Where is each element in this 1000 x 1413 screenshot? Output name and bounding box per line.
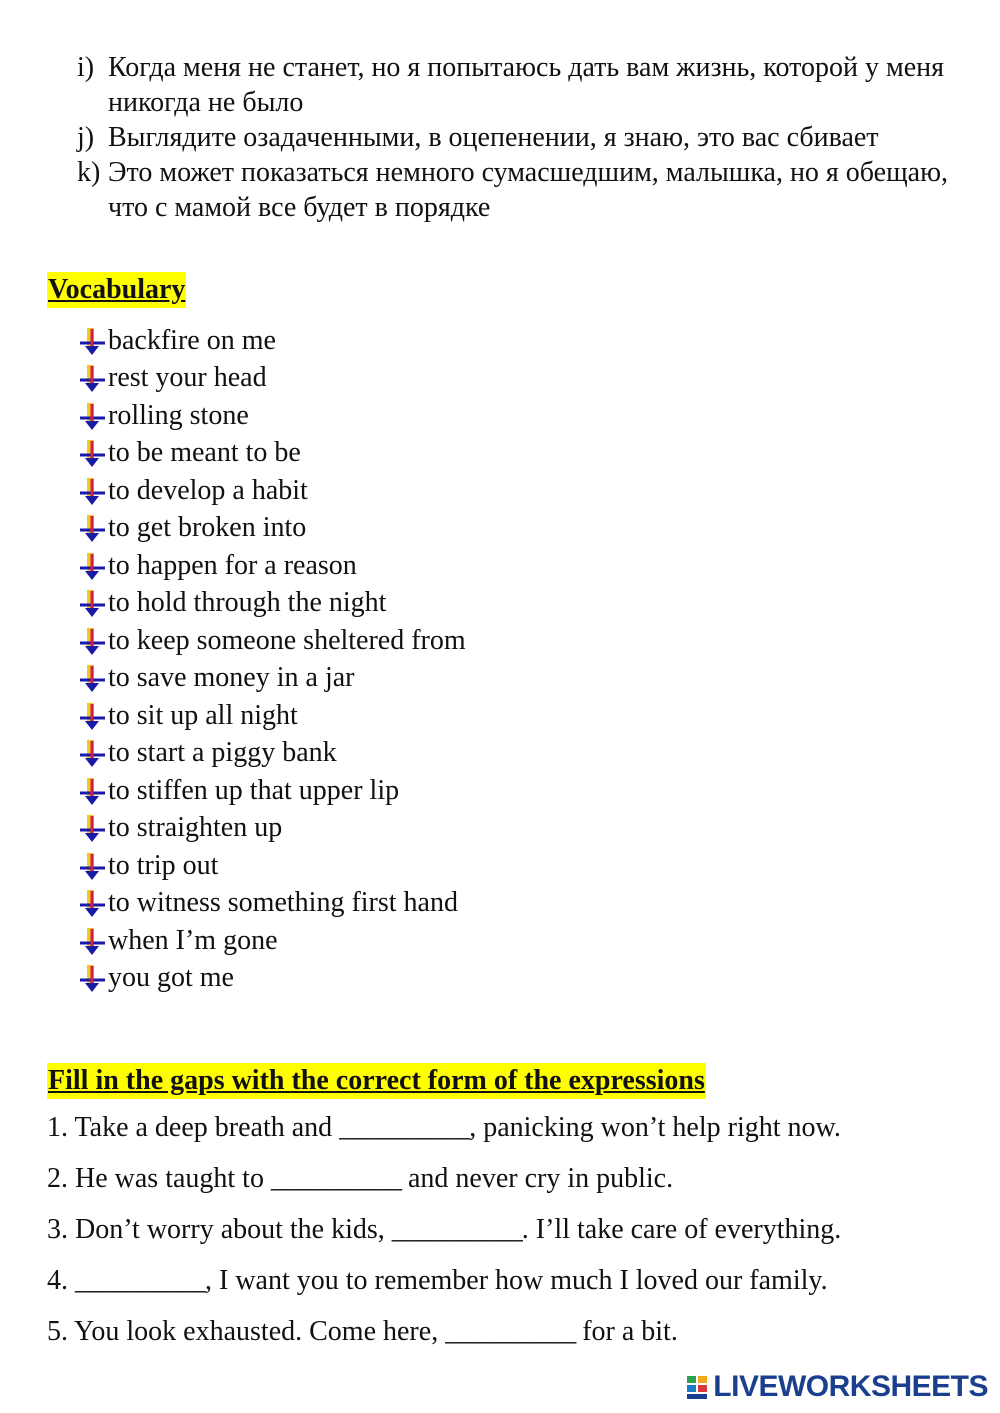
- arrow-bullet-icon: [78, 926, 107, 956]
- russian-item: [77, 50, 967, 120]
- exercise-text-after: and never cry in public.: [400, 1163, 674, 1194]
- vocabulary-text: rest your head: [108, 362, 267, 394]
- vocabulary-item: [78, 397, 466, 435]
- answer-gap[interactable]: __________: [270, 1163, 401, 1194]
- vocabulary-item: [78, 922, 466, 960]
- vocabulary-text: to start a piggy bank: [108, 737, 337, 769]
- russian-list: [77, 50, 967, 225]
- vocabulary-text: to happen for a reason: [108, 549, 357, 581]
- vocabulary-text: you got me: [108, 962, 234, 994]
- arrow-bullet-icon: [78, 588, 107, 618]
- vocabulary-text: to save money in a jar: [108, 662, 355, 694]
- vocabulary-item: [78, 510, 466, 548]
- exercise-number: 1.: [47, 1112, 68, 1143]
- arrow-bullet-icon: [78, 401, 107, 431]
- arrow-bullet-icon: [78, 551, 107, 581]
- arrow-bullet-icon: [78, 851, 107, 881]
- exercise-item: [47, 1263, 967, 1314]
- vocabulary-text: backfire on me: [108, 324, 276, 356]
- exercise-text-after: , I want you to remember how much I loved our family.: [205, 1265, 828, 1296]
- vocabulary-item: [78, 547, 466, 585]
- exercise-text-before: He was taught to: [75, 1163, 271, 1194]
- answer-gap[interactable]: __________: [391, 1214, 522, 1245]
- vocabulary-text: to stiffen up that upper lip: [108, 774, 400, 806]
- vocabulary-heading: Vocabulary: [47, 272, 186, 308]
- item-text: Выглядите озадаченными, в оцепенении, я знаю, это вас сбивает: [108, 122, 879, 153]
- vocabulary-item: [78, 435, 466, 473]
- exercise-text-after: , panicking won’t help right now.: [469, 1112, 841, 1143]
- vocabulary-item: [78, 660, 466, 698]
- arrow-bullet-icon: [78, 813, 107, 843]
- vocabulary-text: when I’m gone: [108, 924, 278, 956]
- logo-text: LIVEWORKSHEETS: [713, 1370, 988, 1403]
- exercise-item: [47, 1110, 967, 1161]
- exercise-list: [47, 1110, 967, 1365]
- vocabulary-text: to keep someone sheltered from: [108, 624, 466, 656]
- arrow-bullet-icon: [78, 513, 107, 543]
- vocabulary-text: to hold through the night: [108, 587, 387, 619]
- answer-gap[interactable]: __________: [75, 1265, 205, 1296]
- exercise-number: 5.: [47, 1316, 68, 1347]
- exercise-item: [47, 1161, 967, 1212]
- exercise-number: 4.: [47, 1265, 68, 1296]
- vocabulary-item: [78, 810, 466, 848]
- arrow-bullet-icon: [78, 738, 107, 768]
- vocabulary-text: to sit up all night: [108, 699, 298, 731]
- item-text: Когда меня не станет, но я попытаюсь дать вам жизнь, которой у меня никогда не было: [108, 52, 944, 118]
- arrow-bullet-icon: [78, 888, 107, 918]
- exercise-text-before: You look exhausted. Come here,: [73, 1316, 446, 1347]
- exercise-text-before: Don’t worry about the kids,: [75, 1214, 392, 1245]
- arrow-bullet-icon: [78, 438, 107, 468]
- russian-item: [77, 120, 967, 155]
- logo-mark-icon: [685, 1373, 711, 1401]
- vocabulary-item: [78, 885, 466, 923]
- answer-gap[interactable]: __________: [445, 1316, 576, 1347]
- vocabulary-text: to develop a habit: [108, 474, 308, 506]
- vocabulary-item: [78, 960, 466, 998]
- arrow-bullet-icon: [78, 326, 107, 356]
- liveworksheets-logo: [685, 1370, 988, 1404]
- vocabulary-text: to witness something first hand: [108, 887, 458, 919]
- vocabulary-item: [78, 697, 466, 735]
- vocabulary-item: [78, 847, 466, 885]
- exercise-number: 3.: [47, 1214, 68, 1245]
- item-letter: j): [77, 122, 95, 153]
- vocabulary-item: [78, 772, 466, 810]
- arrow-bullet-icon: [78, 963, 107, 993]
- vocabulary-text: to get broken into: [108, 512, 307, 544]
- arrow-bullet-icon: [78, 776, 107, 806]
- vocabulary-item: [78, 735, 466, 773]
- exercise-item: [47, 1212, 967, 1263]
- arrow-bullet-icon: [78, 626, 107, 656]
- exercise-number: 2.: [47, 1163, 68, 1194]
- vocabulary-item: [78, 622, 466, 660]
- item-letter: k): [77, 157, 101, 188]
- vocabulary-text: to straighten up: [108, 812, 283, 844]
- exercise-text-after: . I’ll take care of everything.: [521, 1214, 842, 1245]
- item-text: Это может показаться немного сумасшедшим, малышка, но я обещаю, что с мамой все будет в порядке: [108, 157, 949, 223]
- exercise-item: [47, 1314, 967, 1365]
- exercise-text-after: for a bit.: [575, 1316, 678, 1347]
- item-letter: i): [77, 52, 95, 83]
- vocabulary-text: rolling stone: [108, 399, 249, 431]
- vocabulary-item: [78, 472, 466, 510]
- answer-gap[interactable]: __________: [339, 1112, 470, 1143]
- arrow-bullet-icon: [78, 701, 107, 731]
- vocabulary-text: to be meant to be: [108, 437, 301, 469]
- arrow-bullet-icon: [78, 363, 107, 393]
- arrow-bullet-icon: [78, 476, 107, 506]
- vocabulary-item: [78, 585, 466, 623]
- vocabulary-item: [78, 360, 466, 398]
- russian-item: [77, 155, 967, 225]
- vocabulary-text: to trip out: [108, 849, 219, 881]
- arrow-bullet-icon: [78, 663, 107, 693]
- exercise-text-before: Take a deep breath and: [74, 1112, 340, 1143]
- vocabulary-item: [78, 322, 466, 360]
- exercise-heading: Fill in the gaps with the correct form of the expressions: [47, 1063, 706, 1099]
- vocabulary-list: [78, 322, 466, 997]
